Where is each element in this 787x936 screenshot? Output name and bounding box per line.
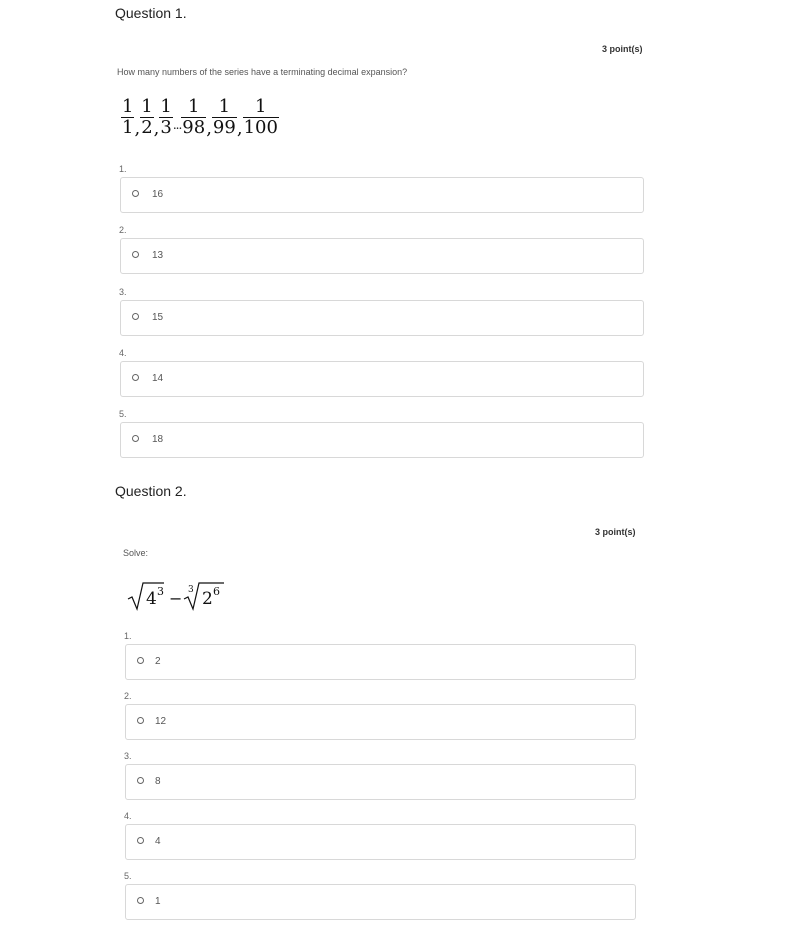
- option-label: 14: [152, 373, 164, 384]
- numerator: 1: [160, 96, 172, 117]
- comma: ,: [134, 118, 141, 139]
- term2-base: 2: [202, 589, 213, 609]
- option-label: 12: [155, 716, 167, 727]
- answer-option-4[interactable]: [125, 824, 636, 860]
- option-number: 2.: [124, 691, 132, 701]
- fraction: [181, 97, 206, 138]
- term1-exponent: 3: [157, 585, 164, 598]
- comma: ,: [153, 118, 160, 139]
- radio-button-icon[interactable]: [137, 777, 144, 784]
- fraction: [121, 97, 134, 138]
- radio-button-icon[interactable]: [132, 435, 139, 442]
- answer-option-1[interactable]: [125, 644, 636, 680]
- option-number: 4.: [119, 348, 127, 358]
- question-prompt: How many numbers of the series have a terminating decimal expansion?: [117, 67, 408, 77]
- denominator: 98: [182, 117, 206, 138]
- option-label: 8: [155, 776, 161, 787]
- option-number: 5.: [119, 409, 127, 419]
- answer-option-5[interactable]: [120, 422, 644, 458]
- numerator: 1: [218, 96, 231, 117]
- minus-operator: −: [169, 589, 183, 608]
- points-label: 3 point(s): [595, 527, 636, 537]
- answer-option-2[interactable]: [120, 238, 644, 274]
- answer-option-3[interactable]: [120, 300, 644, 336]
- comma: ,: [236, 118, 243, 139]
- term1-base: 4: [146, 589, 157, 609]
- option-label: 2: [155, 656, 161, 667]
- term2-exponent: 6: [213, 585, 220, 598]
- option-number: 5.: [124, 871, 132, 881]
- option-number: 4.: [124, 811, 132, 821]
- denominator: 2: [141, 117, 153, 138]
- option-label: 18: [152, 434, 164, 445]
- points-label: 3 point(s): [602, 44, 643, 54]
- denominator: 1: [122, 117, 134, 138]
- numerator: 1: [122, 96, 134, 117]
- numerator: 1: [188, 96, 200, 117]
- option-number: 3.: [124, 751, 132, 761]
- radio-button-icon[interactable]: [137, 837, 144, 844]
- series-expression: [121, 96, 279, 139]
- fraction: [140, 97, 153, 138]
- radio-button-icon[interactable]: [132, 374, 139, 381]
- option-label: 4: [155, 836, 161, 847]
- radio-button-icon[interactable]: [137, 717, 144, 724]
- answer-option-3[interactable]: [125, 764, 636, 800]
- question-prompt: Solve:: [123, 548, 149, 558]
- option-label: 13: [152, 250, 164, 261]
- option-number: 1.: [124, 631, 132, 641]
- fraction: [159, 97, 172, 138]
- radio-button-icon[interactable]: [132, 313, 139, 320]
- answer-option-5[interactable]: [125, 884, 636, 920]
- ellipsis: ...: [172, 117, 182, 132]
- radio-button-icon[interactable]: [137, 897, 144, 904]
- radical-expression: [126, 580, 236, 612]
- comma: ,: [206, 118, 212, 139]
- radio-button-icon[interactable]: [137, 657, 144, 664]
- radio-button-icon[interactable]: [132, 251, 139, 258]
- denominator: 3: [160, 117, 172, 138]
- answer-option-4[interactable]: [120, 361, 644, 397]
- option-number: 2.: [119, 225, 127, 235]
- answer-option-2[interactable]: [125, 704, 636, 740]
- fraction: [243, 97, 279, 138]
- option-label: 16: [152, 189, 164, 200]
- question-title: Question 2.: [115, 483, 187, 499]
- denominator: 100: [243, 117, 278, 138]
- answer-option-1[interactable]: [120, 177, 644, 213]
- option-label: 1: [155, 896, 161, 907]
- question-title: Question 1.: [115, 5, 187, 21]
- numerator: 1: [255, 96, 267, 117]
- radio-button-icon[interactable]: [132, 190, 139, 197]
- root-index: 3: [188, 585, 194, 595]
- numerator: 1: [141, 96, 153, 117]
- option-label: 15: [152, 312, 164, 323]
- option-number: 3.: [119, 287, 127, 297]
- fraction: [212, 97, 237, 138]
- option-number: 1.: [119, 164, 127, 174]
- denominator: 99: [212, 117, 236, 138]
